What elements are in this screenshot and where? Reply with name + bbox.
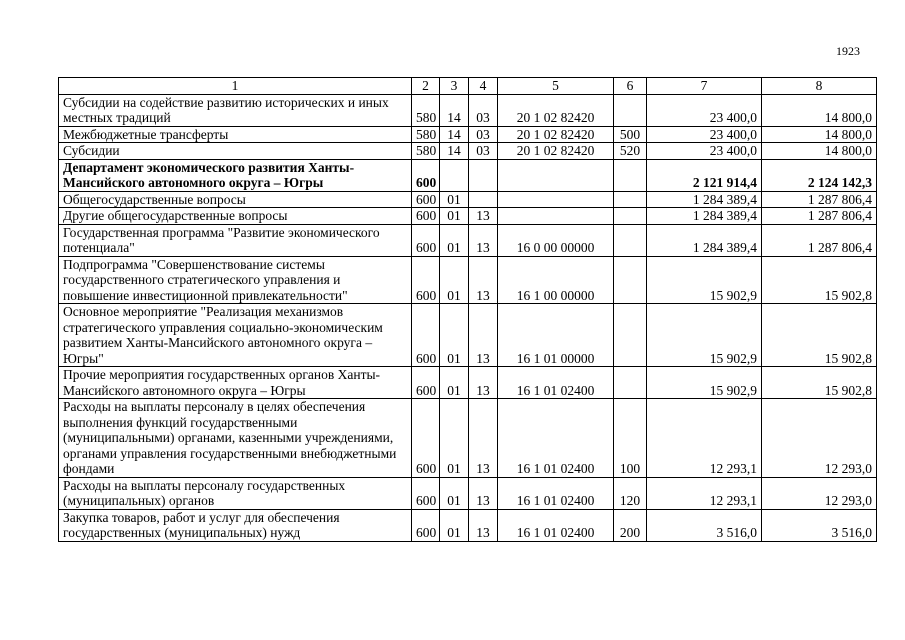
expense-name: Закупка товаров, работ и услуг для обеспечения государственных (муниципальных) нужд <box>59 509 412 541</box>
section-code: 14 <box>440 143 469 160</box>
expense-type-code <box>614 191 647 208</box>
budget-table <box>58 77 877 542</box>
ministry-code: 580 <box>412 126 440 143</box>
amount-year-2: 12 293,0 <box>762 399 877 478</box>
table-row <box>59 399 877 478</box>
target-article-code: 16 1 01 02400 <box>498 399 614 478</box>
expense-type-code <box>614 224 647 256</box>
table-row <box>59 143 877 160</box>
subsection-code: 03 <box>469 126 498 143</box>
expense-type-code: 520 <box>614 143 647 160</box>
subsection-code: 03 <box>469 143 498 160</box>
target-article-code: 20 1 02 82420 <box>498 143 614 160</box>
ministry-code: 600 <box>412 159 440 191</box>
section-code: 01 <box>440 191 469 208</box>
expense-type-code <box>614 256 647 304</box>
expense-name: Расходы на выплаты персоналу в целях обеспечения выполнения функций государственными (муниципальными) органами, казенными учреждениями, органами управления государственными внебюджетными фондами <box>59 399 412 478</box>
expense-type-code: 100 <box>614 399 647 478</box>
column-header: 4 <box>469 78 498 95</box>
section-code: 01 <box>440 509 469 541</box>
subsection-code: 13 <box>469 208 498 225</box>
column-header: 3 <box>440 78 469 95</box>
table-row <box>59 304 877 367</box>
target-article-code: 20 1 02 82420 <box>498 126 614 143</box>
expense-name: Основное мероприятие "Реализация механизмов стратегического управления социально-экономическим развитием Ханты-Мансийского автономного округа – Югры" <box>59 304 412 367</box>
target-article-code: 20 1 02 82420 <box>498 94 614 126</box>
table-row <box>59 208 877 225</box>
table-row <box>59 477 877 509</box>
amount-year-2: 14 800,0 <box>762 143 877 160</box>
amount-year-1: 12 293,1 <box>647 399 762 478</box>
subsection-code: 13 <box>469 367 498 399</box>
section-code: 01 <box>440 208 469 225</box>
amount-year-2: 1 287 806,4 <box>762 224 877 256</box>
amount-year-2: 2 124 142,3 <box>762 159 877 191</box>
expense-name: Другие общегосударственные вопросы <box>59 208 412 225</box>
ministry-code: 600 <box>412 224 440 256</box>
target-article-code: 16 1 01 02400 <box>498 509 614 541</box>
subsection-code: 13 <box>469 477 498 509</box>
expense-type-code <box>614 304 647 367</box>
column-header: 2 <box>412 78 440 95</box>
subsection-code: 13 <box>469 256 498 304</box>
expense-name: Расходы на выплаты персоналу государственных (муниципальных) органов <box>59 477 412 509</box>
target-article-code: 16 1 01 00000 <box>498 304 614 367</box>
table-row <box>59 224 877 256</box>
expense-name: Прочие мероприятия государственных органов Ханты-Мансийского автономного округа – Югры <box>59 367 412 399</box>
expense-type-code <box>614 208 647 225</box>
amount-year-1: 23 400,0 <box>647 126 762 143</box>
target-article-code <box>498 208 614 225</box>
amount-year-2: 1 287 806,4 <box>762 191 877 208</box>
amount-year-1: 1 284 389,4 <box>647 191 762 208</box>
amount-year-1: 3 516,0 <box>647 509 762 541</box>
table-row <box>59 191 877 208</box>
ministry-code: 600 <box>412 304 440 367</box>
section-code: 01 <box>440 224 469 256</box>
table-row <box>59 94 877 126</box>
expense-type-code <box>614 367 647 399</box>
amount-year-2: 15 902,8 <box>762 256 877 304</box>
target-article-code <box>498 159 614 191</box>
section-code: 01 <box>440 256 469 304</box>
target-article-code: 16 0 00 00000 <box>498 224 614 256</box>
ministry-code: 600 <box>412 191 440 208</box>
expense-name: Межбюджетные трансферты <box>59 126 412 143</box>
expense-name: Общегосударственные вопросы <box>59 191 412 208</box>
target-article-code: 16 1 01 02400 <box>498 477 614 509</box>
section-code: 14 <box>440 126 469 143</box>
amount-year-1: 2 121 914,4 <box>647 159 762 191</box>
table-row <box>59 126 877 143</box>
target-article-code: 16 1 01 02400 <box>498 367 614 399</box>
column-header: 7 <box>647 78 762 95</box>
ministry-code: 600 <box>412 367 440 399</box>
ministry-code: 600 <box>412 399 440 478</box>
amount-year-1: 1 284 389,4 <box>647 208 762 225</box>
subsection-code <box>469 159 498 191</box>
ministry-code: 580 <box>412 143 440 160</box>
section-code: 01 <box>440 399 469 478</box>
ministry-code: 600 <box>412 208 440 225</box>
table-row <box>59 509 877 541</box>
page-number: 1923 <box>836 44 860 58</box>
amount-year-2: 15 902,8 <box>762 367 877 399</box>
amount-year-1: 1 284 389,4 <box>647 224 762 256</box>
amount-year-2: 12 293,0 <box>762 477 877 509</box>
amount-year-1: 23 400,0 <box>647 143 762 160</box>
table-header-row <box>59 78 877 95</box>
expense-type-code: 120 <box>614 477 647 509</box>
expense-type-code <box>614 94 647 126</box>
amount-year-1: 15 902,9 <box>647 367 762 399</box>
table-row <box>59 159 877 191</box>
amount-year-1: 23 400,0 <box>647 94 762 126</box>
expense-type-code: 500 <box>614 126 647 143</box>
ministry-code: 580 <box>412 94 440 126</box>
amount-year-1: 15 902,9 <box>647 304 762 367</box>
subsection-code: 13 <box>469 399 498 478</box>
section-code <box>440 159 469 191</box>
section-code: 01 <box>440 304 469 367</box>
subsection-code: 13 <box>469 304 498 367</box>
column-header: 8 <box>762 78 877 95</box>
subsection-code <box>469 191 498 208</box>
amount-year-2: 3 516,0 <box>762 509 877 541</box>
amount-year-1: 15 902,9 <box>647 256 762 304</box>
table-row <box>59 367 877 399</box>
amount-year-1: 12 293,1 <box>647 477 762 509</box>
amount-year-2: 1 287 806,4 <box>762 208 877 225</box>
ministry-code: 600 <box>412 509 440 541</box>
subsection-code: 13 <box>469 224 498 256</box>
ministry-code: 600 <box>412 256 440 304</box>
amount-year-2: 14 800,0 <box>762 126 877 143</box>
column-header: 6 <box>614 78 647 95</box>
ministry-code: 600 <box>412 477 440 509</box>
expense-type-code <box>614 159 647 191</box>
expense-name: Государственная программа "Развитие экономического потенциала" <box>59 224 412 256</box>
amount-year-2: 15 902,8 <box>762 304 877 367</box>
column-header: 5 <box>498 78 614 95</box>
section-code: 14 <box>440 94 469 126</box>
section-code: 01 <box>440 477 469 509</box>
subsection-code: 13 <box>469 509 498 541</box>
subsection-code: 03 <box>469 94 498 126</box>
expense-name: Департамент экономического развития Ханты-Мансийского автономного округа – Югры <box>59 159 412 191</box>
expense-type-code: 200 <box>614 509 647 541</box>
target-article-code <box>498 191 614 208</box>
table-row <box>59 256 877 304</box>
target-article-code: 16 1 00 00000 <box>498 256 614 304</box>
column-header: 1 <box>59 78 412 95</box>
amount-year-2: 14 800,0 <box>762 94 877 126</box>
expense-name: Субсидии <box>59 143 412 160</box>
expense-name: Подпрограмма "Совершенствование системы государственного стратегического управления и повышение инвестиционной привлекательности" <box>59 256 412 304</box>
section-code: 01 <box>440 367 469 399</box>
expense-name: Субсидии на содействие развитию исторических и иных местных традиций <box>59 94 412 126</box>
